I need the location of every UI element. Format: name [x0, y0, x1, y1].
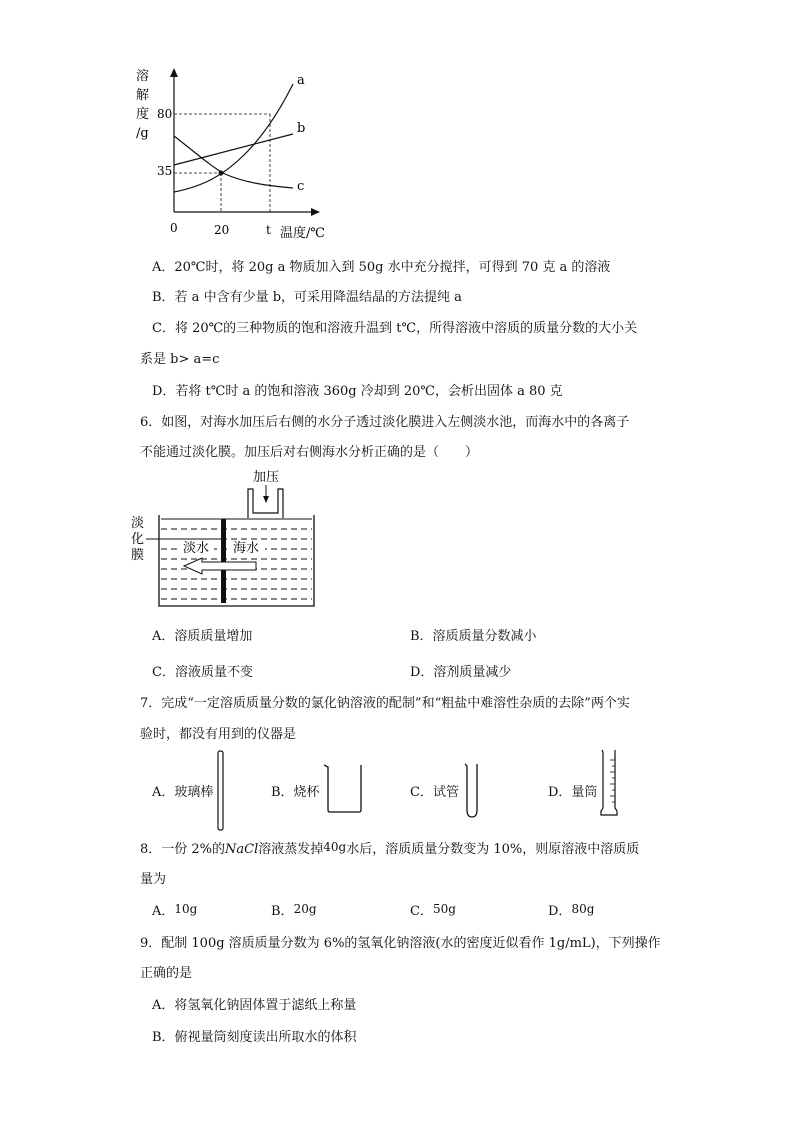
q9-stem-line2: 正确的是 — [140, 966, 193, 981]
y-axis-arrow — [170, 68, 178, 77]
x-axis-label: 温度/℃ — [280, 226, 325, 241]
fresh-water-label: 淡水 — [183, 541, 210, 556]
q5-option-d: D．若将 t℃时 a 的饱和溶液 360g 冷却到 20℃，会析出固体 a 80 克 — [152, 384, 563, 399]
q7-option-c: C．试管 — [410, 785, 459, 800]
test-tube-icon — [462, 762, 482, 820]
intersection-point — [219, 171, 224, 176]
curve-label-a: a — [297, 73, 305, 88]
q5-option-c-line1: C．将 20℃的三种物质的饱和溶液升温到 t℃，所得溶液中溶质的质量分数的大小关 — [152, 321, 638, 336]
q9-stem-line1: 9．配制 100g 溶质质量分数为 6%的氢氧化钠溶液(水的密度近似看作 1g/mL)，下列操作 — [140, 936, 661, 951]
solubility-graph — [125, 62, 340, 247]
q5-option-c-line2: 系是 b> a=c — [140, 352, 220, 367]
curve-label-c: c — [297, 179, 305, 194]
glass-rod-icon — [215, 750, 227, 832]
q8-option-d-value: 80g — [571, 902, 595, 916]
q8-mass: 40g — [323, 840, 347, 854]
q8-option-c-label: C． — [410, 904, 433, 919]
q6-option-d: D．溶剂质量减少 — [410, 665, 512, 680]
q7-option-b: B．烧杯 — [271, 785, 320, 800]
q7-stem-line2: 验时，都没有用到的仪器是 — [140, 727, 297, 742]
q8-formula: NaCl — [225, 842, 259, 857]
q8-stem-part2: 溶液蒸发掉 — [258, 842, 324, 857]
q8-stem-line2: 量为 — [140, 872, 167, 887]
x-tick-0: 0 — [170, 221, 178, 235]
beaker-icon — [322, 762, 366, 814]
q8-option-a-value: 10g — [174, 902, 198, 916]
q5-option-a: A．20℃时，将 20g a 物质加入到 50g 水中充分搅拌，可得到 70 克 a 的溶液 — [152, 260, 611, 275]
q8-option-a-label: A． — [152, 904, 175, 919]
pressure-label: 加压 — [253, 470, 280, 485]
q6-option-b: B．溶质质量分数减小 — [410, 629, 537, 644]
q8-option-c — [410, 900, 456, 919]
q5-option-b: B．若 a 中含有少量 b，可采用降温结晶的方法提纯 a — [152, 290, 462, 305]
q8-option-d — [548, 900, 594, 919]
q6-stem-line1: 6．如图，对海水加压后右侧的水分子透过淡化膜进入左侧淡水池，而海水中的各离子 — [140, 415, 630, 430]
q8-option-d-label: D． — [548, 904, 572, 919]
x-tick-t: t — [266, 223, 271, 237]
y-axis-label-3: 度 — [136, 107, 150, 122]
q9-option-b: B．俯视量筒刻度读出所取水的体积 — [152, 1030, 357, 1045]
q9-option-a: A．将氢氧化钠固体置于滤纸上称量 — [152, 998, 357, 1013]
measuring-cylinder-icon — [598, 748, 620, 818]
y-axis-label-1: 溶 — [136, 69, 150, 84]
q7-stem-line1: 7．完成“一定溶质质量分数的氯化钠溶液的配制”和“粗盐中难溶性杂质的去除”两个实 — [140, 696, 630, 711]
q8-option-a — [152, 900, 197, 919]
curve-label-b: b — [297, 121, 306, 136]
q7-option-d: D．量筒 — [548, 785, 598, 800]
pressure-arrow-head — [263, 496, 269, 503]
q8-option-b-value: 20g — [293, 902, 317, 916]
y-tick-80: 80 — [157, 107, 173, 121]
desalination-diagram — [128, 463, 328, 613]
q8-stem-line1 — [140, 838, 639, 857]
curve-a — [174, 84, 293, 192]
x-tick-20: 20 — [214, 223, 230, 237]
q6-option-a: A．溶质质量增加 — [152, 629, 253, 644]
flow-arrow — [184, 558, 256, 574]
membrane-label-1: 淡 — [131, 516, 145, 531]
q8-stem-part1: 8．一份 2%的 — [140, 842, 226, 857]
q6-option-c: C．溶液质量不变 — [152, 665, 253, 680]
q8-option-b-label: B． — [271, 904, 294, 919]
x-axis-arrow — [311, 208, 320, 216]
y-tick-35: 35 — [157, 164, 173, 178]
q7-option-a: A．玻璃棒 — [152, 785, 214, 800]
q8-option-c-value: 50g — [432, 902, 456, 916]
curve-c — [174, 136, 293, 188]
q8-option-b — [271, 900, 317, 919]
y-axis-label-2: 解 — [136, 88, 150, 103]
q6-stem-line2: 不能通过淡化膜。加压后对右侧海水分析正确的是（ ） — [140, 445, 479, 460]
q8-stem-part3: 水后，溶质质量分数变为 10%，则原溶液中溶质质 — [346, 842, 640, 857]
membrane — [221, 519, 226, 603]
y-axis-label-4: /g — [136, 126, 149, 141]
sea-water-label: 海水 — [233, 541, 260, 556]
membrane-label-2: 化 — [131, 532, 145, 547]
membrane-label-3: 膜 — [131, 548, 145, 563]
